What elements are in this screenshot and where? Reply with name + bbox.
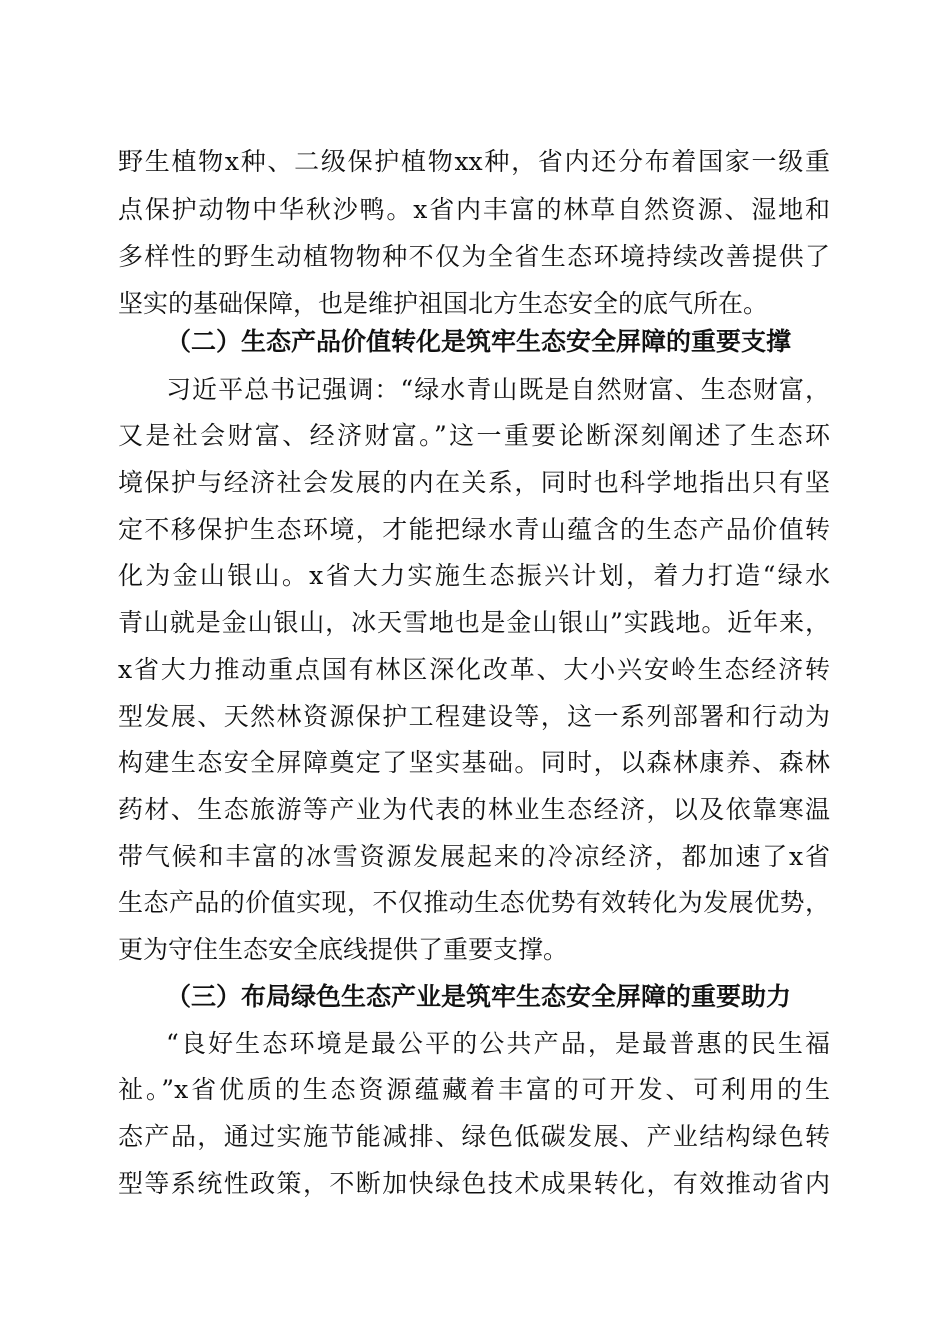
paragraph-line: 习近平总书记强调：“绿水青山既是自然财富、生态财富， — [166, 375, 830, 404]
paragraph-line: 祉。”x省优质的生态资源蕴藏着丰富的可开发、可利用的生 — [118, 1075, 830, 1104]
paragraph-line: 态产品，通过实施节能减排、绿色低碳发展、产业结构绿色转 — [118, 1122, 830, 1151]
paragraph-line: 型发展、天然林资源保护工程建设等，这一系列部署和行动为 — [118, 702, 830, 731]
paragraph-line: 构建生态安全屏障奠定了坚实基础。同时，以森林康养、森林 — [118, 748, 830, 777]
paragraph-line: 带气候和丰富的冰雪资源发展起来的冷凉经济，都加速了x省 — [118, 842, 830, 871]
paragraph-line: x省大力推动重点国有林区深化改革、大小兴安岭生态经济转 — [118, 655, 830, 684]
paragraph-line: 坚实的基础保障，也是维护祖国北方生态安全的底气所在。 — [118, 289, 769, 318]
paragraph-line: 野生植物x种、二级保护植物xx种，省内还分布着国家一级重 — [118, 147, 830, 176]
paragraph-line: 型等系统性政策，不断加快绿色技术成果转化，有效推动省内 — [118, 1169, 830, 1198]
section-heading: （二）生态产品价值转化是筑牢生态安全屏障的重要支撑 — [166, 327, 792, 356]
paragraph-line: 定不移保护生态环境，才能把绿水青山蕴含的生态产品价值转 — [118, 515, 830, 544]
paragraph-line: 点保护动物中华秋沙鸭。x省内丰富的林草自然资源、湿地和 — [118, 195, 830, 224]
paragraph-line: 青山就是金山银山，冰天雪地也是金山银山”实践地。近年来， — [118, 608, 830, 637]
paragraph-line: 更为守住生态安全底线提供了重要支撑。 — [118, 935, 569, 964]
section-heading: （三）布局绿色生态产业是筑牢生态安全屏障的重要助力 — [166, 982, 792, 1011]
paragraph-line: “良好生态环境是最公平的公共产品，是最普惠的民生福 — [166, 1029, 830, 1058]
paragraph-line: 多样性的野生动植物物种不仅为全省生态环境持续改善提供了 — [118, 242, 830, 271]
paragraph-line: 药材、生态旅游等产业为代表的林业生态经济，以及依靠寒温 — [118, 795, 830, 824]
paragraph-line: 境保护与经济社会发展的内在关系，同时也科学地指出只有坚 — [118, 468, 830, 497]
paragraph-line: 又是社会财富、经济财富。”这一重要论断深刻阐述了生态环 — [118, 421, 830, 450]
paragraph-line: 生态产品的价值实现，不仅推动生态优势有效转化为发展优势， — [118, 888, 830, 917]
paragraph-line: 化为金山银山。x省大力实施生态振兴计划，着力打造“绿水 — [118, 561, 830, 590]
